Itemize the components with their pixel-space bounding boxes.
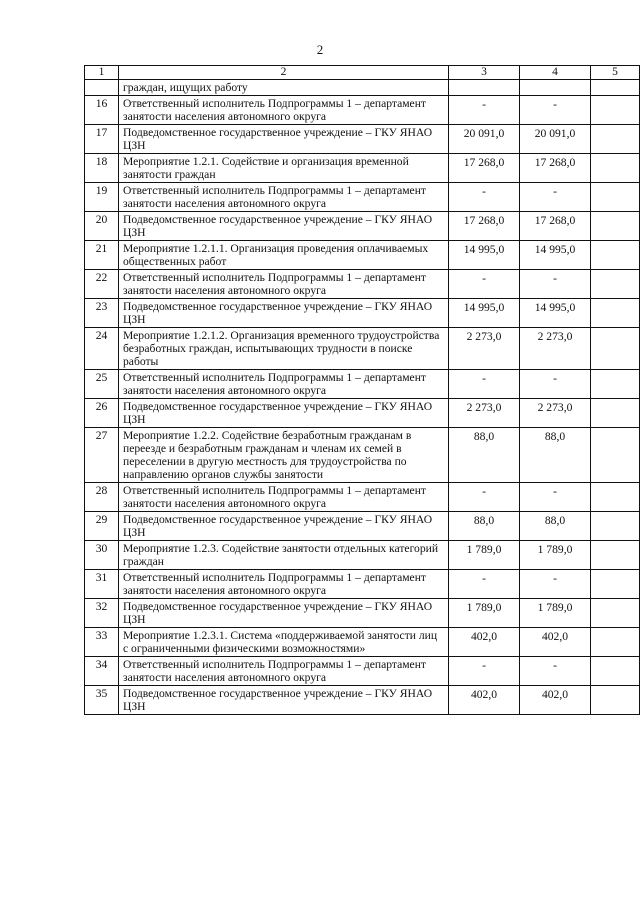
row-number <box>85 399 119 428</box>
table-row <box>85 399 640 428</box>
row-description <box>119 512 449 541</box>
row-number <box>85 212 119 241</box>
row-value-col3 <box>449 241 520 270</box>
row-value-col5 <box>591 628 640 657</box>
row-value-col3 <box>449 125 520 154</box>
row-value-col4 <box>520 241 591 270</box>
row-value-col5 <box>591 299 640 328</box>
row-number-text: 29 <box>95 513 108 526</box>
page-number: 2 <box>316 42 324 57</box>
header-col-3: 3 <box>449 66 520 80</box>
table-row <box>85 328 640 370</box>
row-value-col4-text: 1 789,0 <box>537 601 573 614</box>
row-number <box>85 686 119 715</box>
table-row <box>85 183 640 212</box>
row-value-col4 <box>520 512 591 541</box>
row-value-col3-text: 2 273,0 <box>466 401 502 414</box>
row-description <box>119 399 449 428</box>
row-number-text: 31 <box>95 571 108 584</box>
row-description <box>119 483 449 512</box>
table-row <box>85 570 640 599</box>
row-description <box>119 570 449 599</box>
row-value-col4 <box>520 686 591 715</box>
row-value-col4 <box>520 570 591 599</box>
row-value-col3 <box>449 96 520 125</box>
row-number-text: 17 <box>95 126 108 139</box>
row-description-text: Подведомственное государственное учреждение – ГКУ ЯНАО ЦЗН <box>123 300 433 326</box>
row-value-col3 <box>449 370 520 399</box>
row-description-text: Мероприятие 1.2.2. Содействие безработным гражданам в переезде и безработным гражданам и членам их семей в переселении в другую местность для трудоустройства по направлению органов службы занятости <box>123 429 412 481</box>
row-description-text: Подведомственное государственное учреждение – ГКУ ЯНАО ЦЗН <box>123 400 433 426</box>
row-description <box>119 370 449 399</box>
row-value-col3-text: 14 995,0 <box>463 301 505 314</box>
row-value-col5 <box>591 370 640 399</box>
header-col-5: 5 <box>591 66 640 80</box>
row-value-col4-text: 17 268,0 <box>534 156 576 169</box>
row-value-col4-text: 17 268,0 <box>534 214 576 227</box>
row-value-col5 <box>591 183 640 212</box>
row-description <box>119 686 449 715</box>
row-value-col5 <box>591 241 640 270</box>
row-number <box>85 428 119 483</box>
row-description <box>119 96 449 125</box>
row-number <box>85 299 119 328</box>
table-row <box>85 628 640 657</box>
row-number-text: 26 <box>95 400 108 413</box>
row-number-text: 22 <box>95 271 108 284</box>
row-number-text: 20 <box>95 213 108 226</box>
row-value-col5 <box>591 212 640 241</box>
row-description <box>119 270 449 299</box>
table-row <box>85 599 640 628</box>
table-header-row <box>85 66 640 80</box>
row-number <box>85 125 119 154</box>
row-description <box>119 125 449 154</box>
row-description <box>119 80 449 96</box>
row-number-text: 16 <box>95 97 108 110</box>
row-value-col5 <box>591 686 640 715</box>
row-description-text: Подведомственное государственное учреждение – ГКУ ЯНАО ЦЗН <box>123 600 433 626</box>
row-value-col3-text: - <box>482 572 486 585</box>
budget-table <box>84 65 640 715</box>
row-number-text: 35 <box>95 687 108 700</box>
row-value-col5 <box>591 328 640 370</box>
row-value-col5 <box>591 428 640 483</box>
row-number-text: 32 <box>95 600 108 613</box>
row-value-col3 <box>449 212 520 241</box>
row-value-col4 <box>520 483 591 512</box>
row-description <box>119 183 449 212</box>
row-value-col3-text: - <box>482 185 486 198</box>
row-value-col3-text: - <box>482 98 486 111</box>
table-row <box>85 154 640 183</box>
row-value-col3-text: 20 091,0 <box>463 127 505 140</box>
row-value-col4-text: - <box>553 659 557 672</box>
row-number-text: 28 <box>95 484 108 497</box>
row-value-col3-text: 88,0 <box>473 430 495 443</box>
row-number <box>85 270 119 299</box>
row-value-col4 <box>520 599 591 628</box>
row-value-col4 <box>520 125 591 154</box>
row-value-col5 <box>591 125 640 154</box>
row-number <box>85 183 119 212</box>
row-value-col4 <box>520 80 591 96</box>
row-description-text: Подведомственное государственное учреждение – ГКУ ЯНАО ЦЗН <box>123 513 433 539</box>
row-value-col4 <box>520 270 591 299</box>
row-description <box>119 628 449 657</box>
row-value-col3 <box>449 183 520 212</box>
row-value-col3 <box>449 483 520 512</box>
row-value-col4-text: 2 273,0 <box>537 330 573 343</box>
table-row <box>85 512 640 541</box>
row-description-text: Ответственный исполнитель Подпрограммы 1 – департамент занятости населения автономного округа <box>123 97 426 123</box>
row-value-col3 <box>449 657 520 686</box>
row-number-text: 24 <box>95 329 108 342</box>
table-row <box>85 299 640 328</box>
row-value-col3-text: - <box>482 485 486 498</box>
row-number <box>85 483 119 512</box>
row-number-text: 27 <box>95 429 108 442</box>
row-value-col4 <box>520 299 591 328</box>
row-value-col3 <box>449 686 520 715</box>
row-value-col4-text: 402,0 <box>541 630 569 643</box>
row-value-col4-text: - <box>553 485 557 498</box>
row-value-col4-text: 14 995,0 <box>534 243 576 256</box>
row-value-col5 <box>591 512 640 541</box>
row-description <box>119 212 449 241</box>
row-value-col3 <box>449 270 520 299</box>
row-value-col5 <box>591 483 640 512</box>
row-number-text: 30 <box>95 542 108 555</box>
header-col-2: 2 <box>119 66 449 80</box>
row-description-text: Ответственный исполнитель Подпрограммы 1 – департамент занятости населения автономного округа <box>123 271 426 297</box>
row-description <box>119 657 449 686</box>
row-value-col3 <box>449 399 520 428</box>
row-value-col3-text: 17 268,0 <box>463 214 505 227</box>
row-description-text: граждан, ищущих работу <box>123 81 248 94</box>
row-number-text: 33 <box>95 629 108 642</box>
row-value-col4 <box>520 183 591 212</box>
row-description-text: Мероприятие 1.2.1.2. Организация временного трудоустройства безработных граждан, испытывающих трудности в поиске работы <box>123 329 440 368</box>
row-number <box>85 512 119 541</box>
header-col-1: 1 <box>85 66 119 80</box>
row-value-col4-text: - <box>553 185 557 198</box>
row-number-text: 19 <box>95 184 108 197</box>
row-description <box>119 299 449 328</box>
table-row <box>85 212 640 241</box>
row-value-col4 <box>520 96 591 125</box>
row-value-col4-text: 2 273,0 <box>537 401 573 414</box>
row-description-text: Мероприятие 1.2.3. Содействие занятости отдельных категорий граждан <box>123 542 439 568</box>
row-value-col5 <box>591 399 640 428</box>
table-row <box>85 370 640 399</box>
row-description-text: Ответственный исполнитель Подпрограммы 1 – департамент занятости населения автономного округа <box>123 658 426 684</box>
table-row <box>85 241 640 270</box>
row-value-col5 <box>591 80 640 96</box>
row-description <box>119 428 449 483</box>
row-description <box>119 328 449 370</box>
row-value-col3-text: 14 995,0 <box>463 243 505 256</box>
row-value-col3 <box>449 428 520 483</box>
row-value-col5 <box>591 96 640 125</box>
row-description-text: Ответственный исполнитель Подпрограммы 1 – департамент занятости населения автономного округа <box>123 371 426 397</box>
row-description <box>119 599 449 628</box>
row-value-col4 <box>520 370 591 399</box>
row-value-col3 <box>449 80 520 96</box>
row-description-text: Подведомственное государственное учреждение – ГКУ ЯНАО ЦЗН <box>123 687 433 713</box>
row-number <box>85 541 119 570</box>
row-number-text: 23 <box>95 300 108 313</box>
row-value-col4 <box>520 541 591 570</box>
row-value-col3 <box>449 512 520 541</box>
table-row <box>85 125 640 154</box>
table-row <box>85 686 640 715</box>
row-number <box>85 628 119 657</box>
row-value-col5 <box>591 599 640 628</box>
row-number-text: 25 <box>95 371 108 384</box>
table-row <box>85 270 640 299</box>
row-number-text: 21 <box>95 242 108 255</box>
row-value-col4-text: - <box>553 272 557 285</box>
row-value-col4-text: 402,0 <box>541 688 569 701</box>
row-value-col3-text: - <box>482 659 486 672</box>
row-value-col3 <box>449 299 520 328</box>
row-value-col3 <box>449 628 520 657</box>
row-number <box>85 241 119 270</box>
row-number <box>85 570 119 599</box>
table-row <box>85 96 640 125</box>
row-description <box>119 241 449 270</box>
row-value-col4 <box>520 399 591 428</box>
row-value-col4-text: - <box>553 572 557 585</box>
table-row <box>85 80 640 96</box>
row-value-col5 <box>591 657 640 686</box>
row-number <box>85 370 119 399</box>
row-value-col3 <box>449 328 520 370</box>
row-number <box>85 328 119 370</box>
row-value-col5 <box>591 154 640 183</box>
row-value-col3-text: 17 268,0 <box>463 156 505 169</box>
row-number <box>85 96 119 125</box>
row-value-col4 <box>520 628 591 657</box>
row-description-text: Мероприятие 1.2.1. Содействие и организация временной занятости граждан <box>123 155 409 181</box>
row-number <box>85 599 119 628</box>
row-value-col5 <box>591 270 640 299</box>
table-row <box>85 657 640 686</box>
row-value-col3-text: 2 273,0 <box>466 330 502 343</box>
table-row <box>85 428 640 483</box>
row-value-col4-text: 14 995,0 <box>534 301 576 314</box>
row-value-col3-text: 402,0 <box>470 688 498 701</box>
row-description-text: Подведомственное государственное учреждение – ГКУ ЯНАО ЦЗН <box>123 126 433 152</box>
row-value-col4-text: - <box>553 98 557 111</box>
row-value-col3-text: 1 789,0 <box>466 601 502 614</box>
row-number-text: 34 <box>95 658 108 671</box>
row-value-col3 <box>449 541 520 570</box>
row-value-col4 <box>520 657 591 686</box>
row-description-text: Мероприятие 1.2.1.1. Организация проведения оплачиваемых общественных работ <box>123 242 429 268</box>
row-value-col3 <box>449 154 520 183</box>
header-col-4: 4 <box>520 66 591 80</box>
row-value-col3 <box>449 599 520 628</box>
row-description-text: Мероприятие 1.2.3.1. Система «поддерживаемой занятости лиц с ограниченными физическими возможностями» <box>123 629 438 655</box>
row-value-col4 <box>520 428 591 483</box>
row-value-col4-text: 88,0 <box>544 514 566 527</box>
row-value-col5 <box>591 570 640 599</box>
row-description-text: Подведомственное государственное учреждение – ГКУ ЯНАО ЦЗН <box>123 213 433 239</box>
row-number <box>85 80 119 96</box>
row-value-col4 <box>520 212 591 241</box>
row-value-col3-text: 1 789,0 <box>466 543 502 556</box>
row-description-text: Ответственный исполнитель Подпрограммы 1 – департамент занятости населения автономного округа <box>123 184 426 210</box>
row-value-col3-text: - <box>482 372 486 385</box>
row-number <box>85 154 119 183</box>
row-value-col4-text: 88,0 <box>544 430 566 443</box>
row-number <box>85 657 119 686</box>
row-value-col3 <box>449 570 520 599</box>
row-number-text: 18 <box>95 155 108 168</box>
row-description <box>119 154 449 183</box>
row-value-col4 <box>520 154 591 183</box>
row-value-col4-text: 20 091,0 <box>534 127 576 140</box>
row-value-col4-text: 1 789,0 <box>537 543 573 556</box>
row-description-text: Ответственный исполнитель Подпрограммы 1 – департамент занятости населения автономного округа <box>123 484 426 510</box>
row-value-col4 <box>520 328 591 370</box>
row-value-col3-text: - <box>482 272 486 285</box>
row-description <box>119 541 449 570</box>
row-value-col3-text: 88,0 <box>473 514 495 527</box>
row-description-text: Ответственный исполнитель Подпрограммы 1 – департамент занятости населения автономного округа <box>123 571 426 597</box>
row-value-col5 <box>591 541 640 570</box>
table-row <box>85 483 640 512</box>
row-value-col3-text: 402,0 <box>470 630 498 643</box>
table-row <box>85 541 640 570</box>
row-value-col4-text: - <box>553 372 557 385</box>
